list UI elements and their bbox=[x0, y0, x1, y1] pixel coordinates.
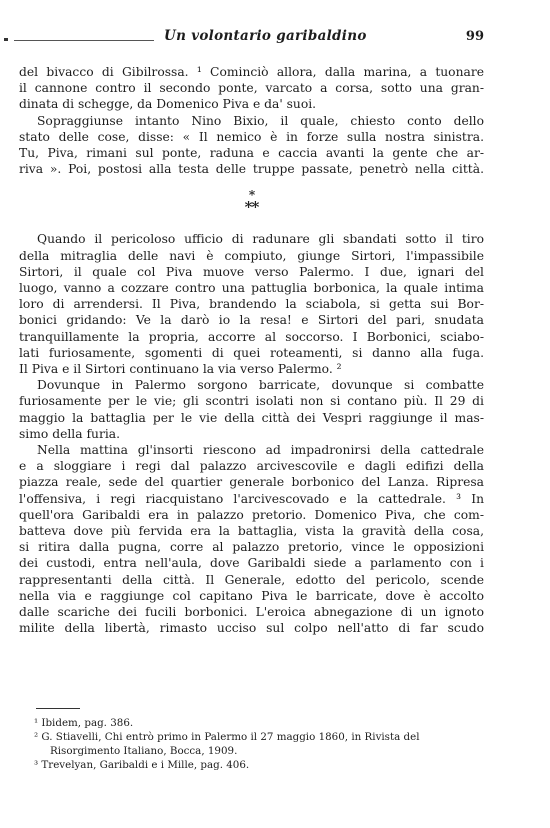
paragraph-5 bbox=[19, 442, 484, 636]
text-line: Nella mattina gl'insorti riescono ad impadronirsi della cattedrale bbox=[37, 443, 484, 458]
text-line: Tu, Piva, rimani sul ponte, raduna e caccia avanti la gente che ar- bbox=[19, 146, 484, 161]
text-line: loro di arrendersi. Il Piva, brandendo la sciabola, si getta sui Bor- bbox=[19, 297, 484, 312]
paragraph-3 bbox=[19, 231, 484, 377]
asterism-top: * bbox=[248, 188, 255, 203]
text-line: maggio la battaglia per le vie della città dei Vespri raggiunge il mas- bbox=[19, 410, 484, 425]
text-line: riva ». Poi, postosi alla testa delle truppe passate, penetrò nella città. bbox=[19, 162, 484, 177]
text-line: dalle scariche dei fucili borbonici. L'eroica abnegazione di un ignoto bbox=[19, 605, 484, 620]
text-line: Dovunque in Palermo sorgono barricate, dovunque si combatte bbox=[37, 378, 484, 393]
text-line: furiosamente per le vie; gli scontri isolati non si contano più. Il 29 di bbox=[19, 394, 484, 409]
text-line: dei custodi, entra nell'aula, dove Garibaldi siede a parlamento con i bbox=[19, 556, 484, 571]
footnote-1: ¹ Ibidem, pag. 386. bbox=[34, 717, 134, 729]
paragraph-1 bbox=[19, 64, 484, 113]
text-line: quell'ora Garibaldi era in palazzo pretorio. Domenico Piva, che com- bbox=[19, 507, 484, 522]
section-break-asterism bbox=[19, 177, 484, 231]
header-rule bbox=[14, 40, 154, 41]
text-line: l'offensiva, i regi riacquistano l'arcivescovado e la cattedrale. ³ In bbox=[19, 491, 484, 506]
text-line: simo della furia. bbox=[19, 426, 120, 441]
text-line: Sirtori, il quale col Piva muove verso Palermo. I due, ignari del bbox=[19, 264, 484, 279]
paragraph-4 bbox=[19, 377, 484, 442]
text-line: bonici gridando: Ve la darò io la resa! e Sirtori del pari, snudata bbox=[19, 313, 484, 328]
text-line: si ritira dalla pugna, corre al palazzo pretorio, vince le opposizioni bbox=[19, 540, 484, 555]
text-line: stato delle cose, disse: « Il nemico è in forze sulla nostra sinistra. bbox=[19, 129, 484, 144]
text-line: piazza reale, sede del quartier generale borbonico del Lanza. Ripresa bbox=[19, 475, 484, 490]
footnote-3: ³ Trevelyan, Garibaldi e i Mille, pag. 406. bbox=[34, 759, 250, 771]
text-line: lati furiosamente, sgomenti di quei roteamenti, si danno alla fuga. bbox=[19, 345, 484, 360]
footnote-2: ² G. Stiavelli, Chi entrò primo in Palermo il 27 maggio 1860, in Rivista del bbox=[34, 731, 420, 743]
text-line: Il Piva e il Sirtori continuano la via verso Palermo. ² bbox=[19, 362, 342, 377]
page-number: 99 bbox=[465, 29, 484, 44]
footnote-rule bbox=[36, 708, 80, 709]
text-line: nella via e raggiunge col capitano Piva le barricate, dove è accolto bbox=[19, 588, 484, 603]
text-line: rappresentanti della città. Il Generale, edotto del pericolo, scende bbox=[19, 572, 484, 587]
text-line: Quando il pericoloso ufficio di radunare gli sbandati sotto il tiro bbox=[37, 232, 484, 247]
footnote-2-continued: Risorgimento Italiano, Bocca, 1909. bbox=[50, 745, 238, 757]
text-line: luogo, vanno a cozzare contro una pattuglia borbonica, la quale intima bbox=[19, 281, 484, 296]
running-title: Un volontario garibaldino bbox=[164, 28, 367, 44]
header-mark bbox=[4, 38, 8, 41]
text-line: del bivacco di Gibilrossa. ¹ Cominciò allora, dalla marina, a tuonare bbox=[19, 65, 484, 79]
footnotes bbox=[34, 716, 484, 772]
text-line: batteva dove più fervida era la battaglia, vista la gravità della cosa, bbox=[19, 524, 484, 539]
paragraph-2 bbox=[19, 113, 484, 178]
text-line: il cannone contro il secondo ponte, varcato a corsa, sotto una gran- bbox=[19, 81, 484, 96]
text-line: e a sloggiare i regi dal palazzo arcivescovile e dagli edifizi della bbox=[19, 459, 484, 474]
text-line: tranquillamente la propria, accorre al soccorso. I Borbonici, sciabo- bbox=[19, 329, 484, 344]
body-text bbox=[19, 64, 484, 637]
asterism-bottom: ** bbox=[244, 198, 259, 217]
page-header bbox=[0, 26, 550, 48]
text-line: dinata di schegge, da Domenico Piva e da' suoi. bbox=[19, 97, 317, 112]
text-line: milite della libertà, rimasto ucciso sul colpo nell'atto di far scudo bbox=[19, 621, 484, 636]
text-line: della mitraglia delle navi è compiuto, giunge Sirtori, l'impassibile bbox=[19, 248, 484, 263]
text-line: Sopraggiunse intanto Nino Bixio, il quale, chiesto conto dello bbox=[37, 113, 484, 128]
